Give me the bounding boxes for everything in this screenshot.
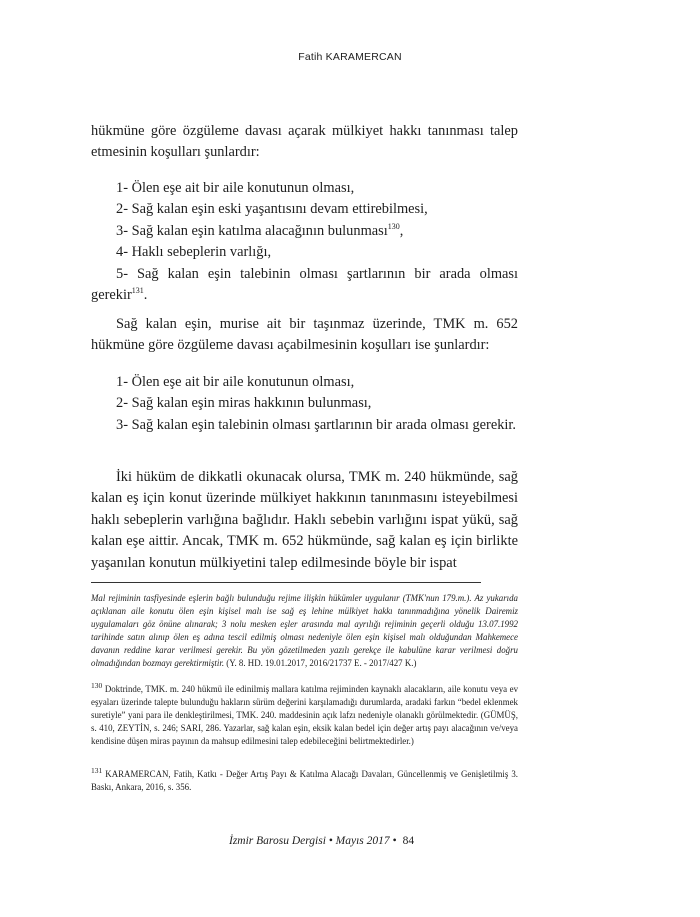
list-item: 2- Sağ kalan eşin miras hakkının bulunması,: [116, 395, 372, 412]
page-footer: [229, 835, 414, 847]
paragraph-text: hükmüne göre özgüleme davası açarak mülkiyet hakkı tanınması talep etmesinin koşulları şunlardır:: [91, 123, 518, 161]
journal-name: İzmir Barosu Dergisi • Mayıs 2017 •: [229, 835, 397, 847]
footnote-continued: Mal rejiminin tasfiyesinde eşlerin bağlı bulunduğu rejime ilişkin hükümler uygulanır (TMK'nun 179.m.). Az yukarıda açıklanan aile konutu ölen eşin kişisel malı ise sağ eş lehine mülkiyet hakkı tanınmadığına yönelik Dairemiz uygulamaları göz önüne alınarak; 3 nolu mesken eşler arasında mal ayrılığı rejiminin geçerli olduğu 13.07.1992 tarihinde satın alınıp ölen eş adına tescil edilmiş olması nedeniyle ölen eşin kişisel malı olduğundan Mahkemece davanın reddine karar verilmesi gerekir. Bu yön gözetilmeden yazılı gerekçe ile kabulüne karar verilmesi doğru olmadığından bozmayı gerektirmiştir. (Y. 8. HD. 19.01.2017, 2016/21737 E. - 2017/427 K.): [91, 593, 518, 669]
list-item: 2- Sağ kalan eşin eski yaşantısını devam ettirebilmesi,: [116, 201, 428, 218]
paragraph-intro: [91, 121, 518, 164]
condition-list-240: [91, 178, 518, 306]
list-item: 3- Sağ kalan eşin talebinin olması şartlarının bir arada olması gerekir.: [116, 416, 517, 433]
footnote-divider: [91, 582, 481, 583]
paragraph-text: Sağ kalan eşin, murise ait bir taşınmaz üzerinde, TMK m. 652 hükmüne göre özgüleme davası açabilmesinin koşulları ise şunlardır:: [91, 316, 518, 354]
paragraph-text: İki hüküm de dikkatli okunacak olursa, TMK m. 240 hükmünde, sağ kalan eş için konut üzerinde mülkiyet hakkının tanınmasını isteyebilmesi haklı sebeplerin varlığına bağlıdır. Haklı sebebin varlığını ispat yükü, sağ kalan eşe aittir. Ancak, TMK m. 652 hükmünde, sağ kalan eş için birlikte yaşanılan konutun mülkiyetini talep edilmesinde böyle bir ispat: [91, 469, 518, 571]
paragraph-comparison: [91, 467, 518, 574]
list-item: 1- Ölen eşe ait bir aile konutunun olması,: [116, 180, 355, 196]
list-item: 3- Sağ kalan eşin katılma alacağının bulunması$^{130}$,: [116, 222, 404, 239]
footnote-ref[interactable]: 131: [131, 286, 144, 296]
footnote-ref[interactable]: 130: [387, 222, 400, 232]
page-number: 84: [402, 835, 415, 847]
list-item: 1- Ölen eşe ait bir aile konutunun olması,: [116, 374, 355, 390]
running-header-author: Fatih KARAMERCAN: [298, 51, 402, 63]
footnote-130: $^{130}$ Doktrinde, TMK. m. 240 hükmü ile edinilmiş mallara katılma rejiminden kaynaklı alacakların, aile konutu veya ev eşyaları üzerinde talepte bulunduğu hakların sürüm değerini karşılamadığı durumlarda, aradaki farkın “bedel eklenmek suretiyle” yani para ile denkleştirilmesi, TMK. 240. maddesinin açık lafzı nedeniyle olanaklı görülmektedir. (GÜMÜŞ, s. 410, ZEYTİN, s. 246; SARI, 286. Yazarlar, sağ kalan eşin, eksik kalan bedel için değer artış payı alacağının ve/veya kendisine düşen miras payının da mahsup edilmesini talep edebileceğini belirtmektedirler.): [91, 681, 519, 747]
footnote-131: $^{131}$ KARAMERCAN, Fatih, Katkı - Değer Artış Payı & Katılma Alacağı Davaları, Güncellenmiş ve Genişletilmiş 3. Baskı, Ankara, 2016, s. 356.: [91, 766, 519, 793]
list-item: 4- Haklı sebeplerin varlığı,: [116, 244, 272, 261]
footnote-number: 131: [91, 766, 103, 776]
paragraph-652: [91, 314, 518, 357]
list-item: 5- Sağ kalan eşin talebinin olması şartlarının bir arada olması gerekir$^{131}$.: [91, 265, 518, 304]
footnote-number: 130: [91, 681, 103, 691]
condition-list-652: [91, 372, 518, 436]
